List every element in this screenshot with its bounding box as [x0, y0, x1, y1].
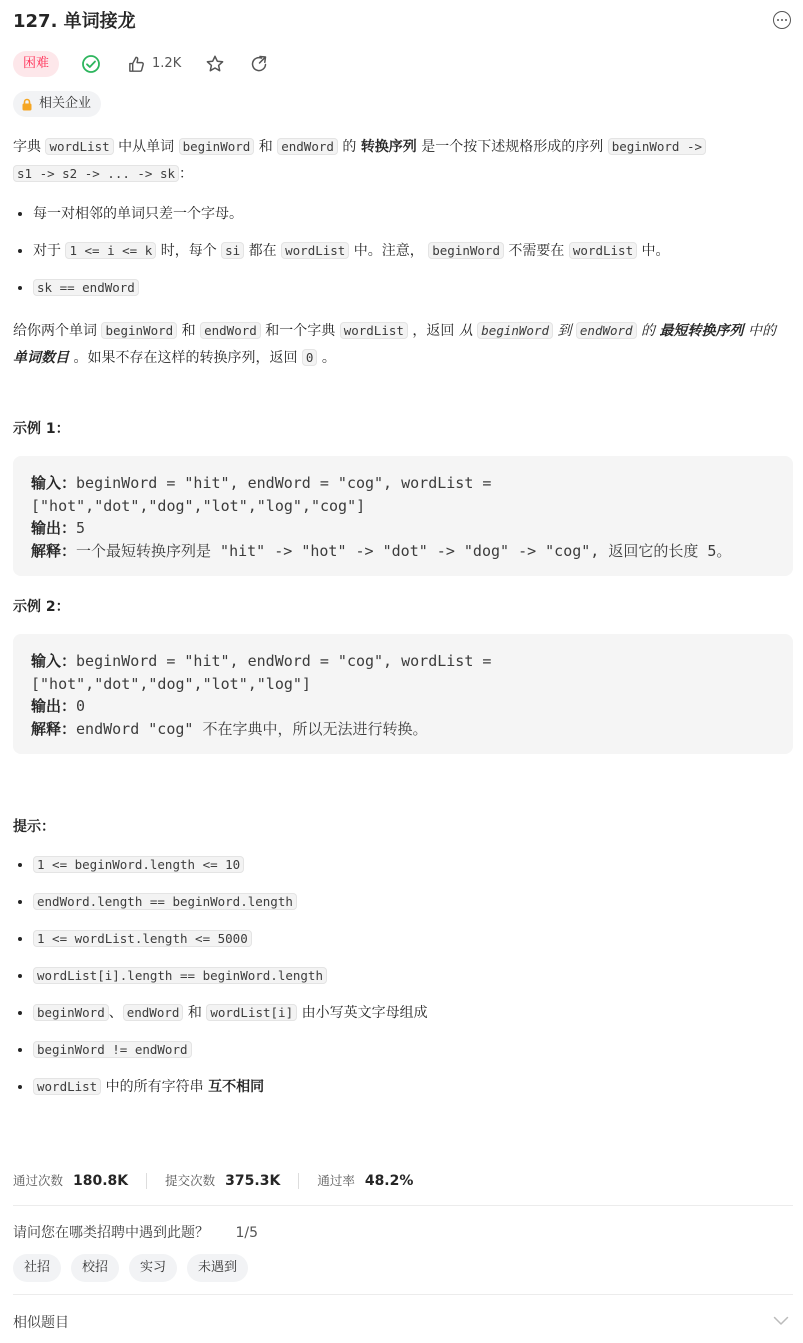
rules-list [13, 203, 793, 314]
constraints-list [13, 854, 793, 1113]
example-2-title: 示例 2： [13, 599, 70, 615]
submissions-count: 375.3K [225, 1173, 281, 1189]
share-icon[interactable] [249, 54, 269, 74]
list-item [33, 277, 793, 314]
submissions-label: 提交次数 [165, 1173, 216, 1188]
list-item [33, 928, 793, 965]
text: ： [179, 166, 194, 182]
inline-code: beginWord [179, 138, 255, 155]
accepted-label: 通过次数 [13, 1173, 64, 1188]
survey-option-intern[interactable]: 实习 [129, 1254, 177, 1282]
text: 中。 [637, 243, 670, 259]
inline-code: beginWord != endWord [33, 1041, 192, 1058]
title-row [13, 8, 793, 38]
input-label: 输入： [31, 474, 77, 492]
inline-code: beginWord [33, 1004, 109, 1021]
explanation-text: 一个最短转换序列是 "hit" -> "hot" -> "dot" -> "dog" -> "cog", 返回它的长度 5。 [76, 541, 732, 560]
similar-problems-toggle[interactable]: 相似题目 [13, 1315, 69, 1331]
meta-toolbar [13, 50, 269, 78]
explanation-label: 解释： [31, 541, 77, 560]
list-item [33, 240, 793, 277]
bold-italic-text: 单词数目 [13, 350, 69, 366]
inline-code: 1 <= i <= k [65, 242, 156, 259]
acceptance-rate: 48.2% [364, 1173, 414, 1189]
survey-option-not-met[interactable]: 未遇到 [187, 1254, 248, 1282]
inline-code: beginWord [428, 242, 504, 259]
text: 中。注意， [349, 243, 429, 259]
inline-code: si [221, 242, 244, 259]
text: 中从单词 [113, 139, 179, 155]
list-item [33, 854, 793, 891]
inline-code: wordList [33, 1078, 101, 1095]
text: ，返回 [407, 323, 459, 339]
text: 和 [177, 323, 201, 339]
input-text: ["hot","dot","dog","lot","log","cog"] [31, 496, 366, 515]
thumbs-up-icon [127, 55, 146, 74]
bold-text: 互不相同 [208, 1079, 265, 1095]
text: 字典 [13, 139, 46, 155]
text: 中的所有字符串 [101, 1079, 209, 1095]
inline-code: beginWord [477, 322, 553, 339]
survey-option-social[interactable]: 社招 [13, 1254, 61, 1282]
task-paragraph [13, 318, 793, 372]
survey-options [13, 1254, 258, 1282]
more-options-icon[interactable] [773, 11, 791, 29]
list-item [33, 1002, 793, 1039]
text: 每一对相邻的单词只差一个字母。 [33, 206, 243, 222]
bold-italic-text: 最短转换序列 [659, 323, 744, 339]
example-2-box [13, 634, 793, 754]
list-item [33, 1039, 793, 1076]
text: 不需要在 [503, 243, 569, 259]
related-companies-button[interactable] [13, 91, 101, 117]
text: 对于 [33, 243, 66, 259]
text: 由小写英文字母组成 [297, 1005, 428, 1021]
output-label: 输出： [31, 697, 77, 715]
italic-text: 中的 [743, 323, 776, 339]
inline-code: wordList [45, 138, 113, 155]
text: 都在 [244, 243, 282, 259]
text: 和 [254, 139, 278, 155]
output-text: 5 [76, 519, 86, 537]
explanation-label: 解释： [31, 719, 77, 738]
inline-code: endWord [123, 1004, 184, 1021]
text: 的 [337, 139, 361, 155]
related-companies-label: 相关企业 [39, 96, 92, 111]
list-item [33, 965, 793, 1002]
example-1-box [13, 456, 793, 576]
star-icon[interactable] [205, 54, 225, 74]
like-count: 1.2K [152, 56, 182, 71]
text: 、 [108, 1005, 123, 1021]
inline-code: wordList [281, 242, 349, 259]
text: 时，每个 [156, 243, 222, 259]
survey-question: 请问您在哪类招聘中遇到此题？ [13, 1225, 209, 1241]
solved-check-icon [81, 54, 101, 74]
survey-page-indicator: 1/5 [235, 1225, 258, 1241]
text: 给你两个单词 [13, 323, 102, 339]
inline-code: sk == endWord [33, 279, 139, 296]
bold-text: 转换序列 [360, 139, 417, 155]
explanation-text: endWord "cog" 不在字典中，所以无法进行转换。 [76, 719, 428, 738]
list-item [33, 203, 793, 240]
inline-code: 1 <= wordList.length <= 5000 [33, 930, 252, 947]
inline-code: wordList[i] [206, 1004, 297, 1021]
text: 。 [317, 350, 336, 366]
inline-code: 1 <= beginWord.length <= 10 [33, 856, 244, 873]
accepted-count: 180.8K [73, 1173, 129, 1189]
acceptance-rate-label: 通过率 [317, 1173, 355, 1188]
inline-code: endWord [277, 138, 338, 155]
inline-code: wordList [569, 242, 637, 259]
italic-text: 到 [553, 323, 576, 339]
italic-text: 从 [458, 323, 478, 339]
italic-text: 的 [636, 323, 660, 339]
lock-icon [21, 98, 33, 111]
inline-code: s1 -> s2 -> ... -> sk [13, 165, 179, 182]
text: 和 [183, 1005, 207, 1021]
text: 。如果不存在这样的转换序列，返回 [69, 350, 302, 366]
divider [298, 1173, 299, 1189]
text: 和一个字典 [260, 323, 340, 339]
problem-description [13, 134, 793, 1113]
input-label: 输入： [31, 652, 77, 670]
input-text: ["hot","dot","dog","lot","log"] [31, 674, 311, 693]
difficulty-badge: 困难 [13, 51, 59, 77]
like-button[interactable] [127, 53, 181, 75]
inline-code: endWord [576, 322, 637, 339]
inline-code: 0 [302, 349, 318, 366]
example-1-title: 示例 1： [13, 421, 70, 437]
list-item [33, 891, 793, 928]
divider [146, 1173, 147, 1189]
list-item [33, 1076, 793, 1113]
text: 是一个按下述规格形成的序列 [416, 139, 608, 155]
divider [13, 1294, 793, 1295]
inline-code: endWord.length == beginWord.length [33, 893, 297, 910]
interview-survey [13, 1222, 258, 1244]
inline-code: wordList[i].length == beginWord.length [33, 967, 327, 984]
chevron-down-icon[interactable] [773, 1316, 789, 1326]
inline-code: beginWord -> [608, 138, 706, 155]
stats-bar [13, 1170, 413, 1192]
input-text: beginWord = "hit", endWord = "cog", wordList = [76, 652, 492, 670]
hints-title: 提示： [13, 819, 55, 835]
problem-title: 127. 单词接龙 [13, 11, 136, 32]
inline-code: beginWord [101, 322, 177, 339]
inline-code: wordList [340, 322, 408, 339]
inline-code: endWord [200, 322, 261, 339]
description-paragraph [13, 134, 793, 188]
input-text: beginWord = "hit", endWord = "cog", wordList = [76, 474, 492, 492]
output-text: 0 [76, 697, 86, 715]
divider [13, 1205, 793, 1206]
output-label: 输出： [31, 519, 77, 537]
survey-option-campus[interactable]: 校招 [71, 1254, 119, 1282]
